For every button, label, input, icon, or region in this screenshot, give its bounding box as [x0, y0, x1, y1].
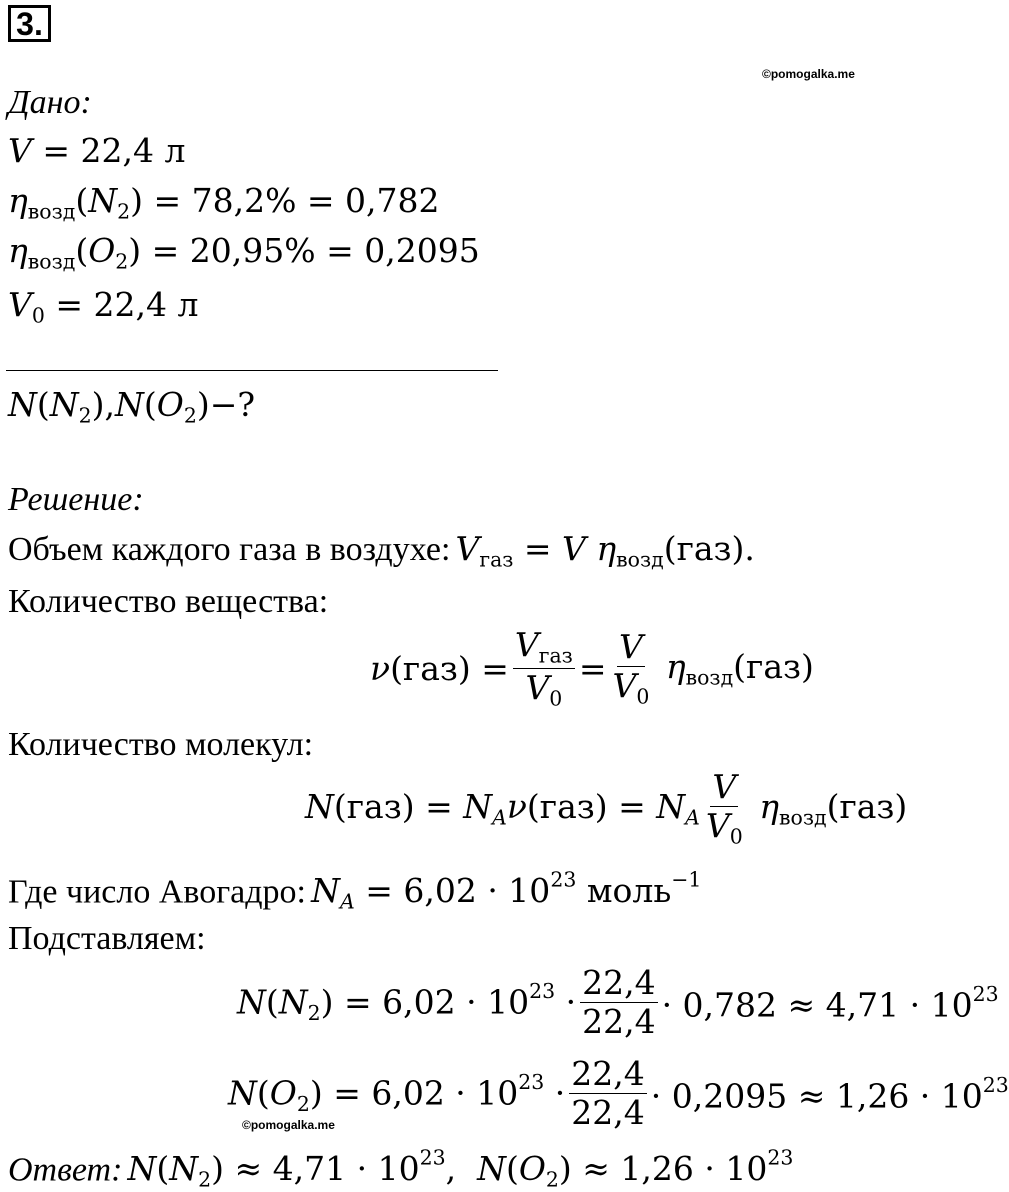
solution-heading: Решение:	[8, 481, 144, 518]
given-heading: Дано:	[8, 84, 92, 121]
calc-o2-formula: $N(O_2) = 6,02 \cdot 10^{23}$ · $\frac{22,4}{22,4}$ · $0,2095 \approx 1,26 \cdot 10^{23}$	[228, 1054, 1009, 1132]
given-line-volume: V = 22,4 л	[8, 131, 186, 170]
molecules-text: Количество молекул:	[8, 726, 314, 763]
volume-line	[8, 529, 755, 572]
volume-text: Объем каждого газа в воздухе:	[8, 531, 451, 568]
given-divider	[6, 370, 498, 371]
substitute-text: Подставляем:	[8, 920, 206, 957]
given-line-molar-volume: $V_0 = 22,4$ л	[8, 285, 199, 328]
given-line-o2-fraction: $\eta_{возд}(O_2) = 20,95\% = 0,2095$	[8, 231, 480, 274]
watermark-top: ©pomogalka.me	[762, 67, 855, 81]
find-line: $N(N_2),N(O_2)-$?	[8, 385, 256, 428]
avogadro-line	[8, 870, 701, 912]
given-line-n2-fraction: $\eta_{возд}(N_2) = 78,2\% = 0,782$	[8, 181, 440, 224]
avogadro-text: Где число Авогадро:	[8, 873, 306, 911]
amount-formula: ν(газ) = $\frac{V_{газ}}{V_0}$ = $\frac{V}{V_0}$ $\eta_{возд}(газ)$	[370, 625, 814, 711]
watermark-bottom: ©pomogalka.me	[242, 1118, 335, 1132]
answer-formula: $N(N_2) \approx 4,71 \cdot 10^{23}$, $N(O_2) \approx 1,26 \cdot 10^{23}$	[127, 1146, 794, 1192]
problem-number-badge: 3.	[8, 5, 51, 42]
amount-text: Количество вещества:	[8, 583, 329, 620]
calc-n2-formula: $N(N_2) = 6,02 \cdot 10^{23}$ · $\frac{22,4}{22,4}$ · $0,782 \approx 4,71 \cdot 10^{23}$	[237, 963, 999, 1041]
molecules-formula: $N(газ) = N_A\nu(газ) = N_A$ $\frac{V}{V_0}$ $\eta_{возд}(газ)$	[305, 767, 908, 849]
answer-line	[8, 1148, 793, 1190]
avogadro-formula: $N_A = 6,02 \cdot 10^{23}$ моль$^{-1}$	[311, 868, 702, 914]
volume-formula: $V_{газ} = V$ $\eta_{возд}(газ)$.	[455, 529, 755, 572]
answer-label: Ответ:	[8, 1151, 123, 1189]
